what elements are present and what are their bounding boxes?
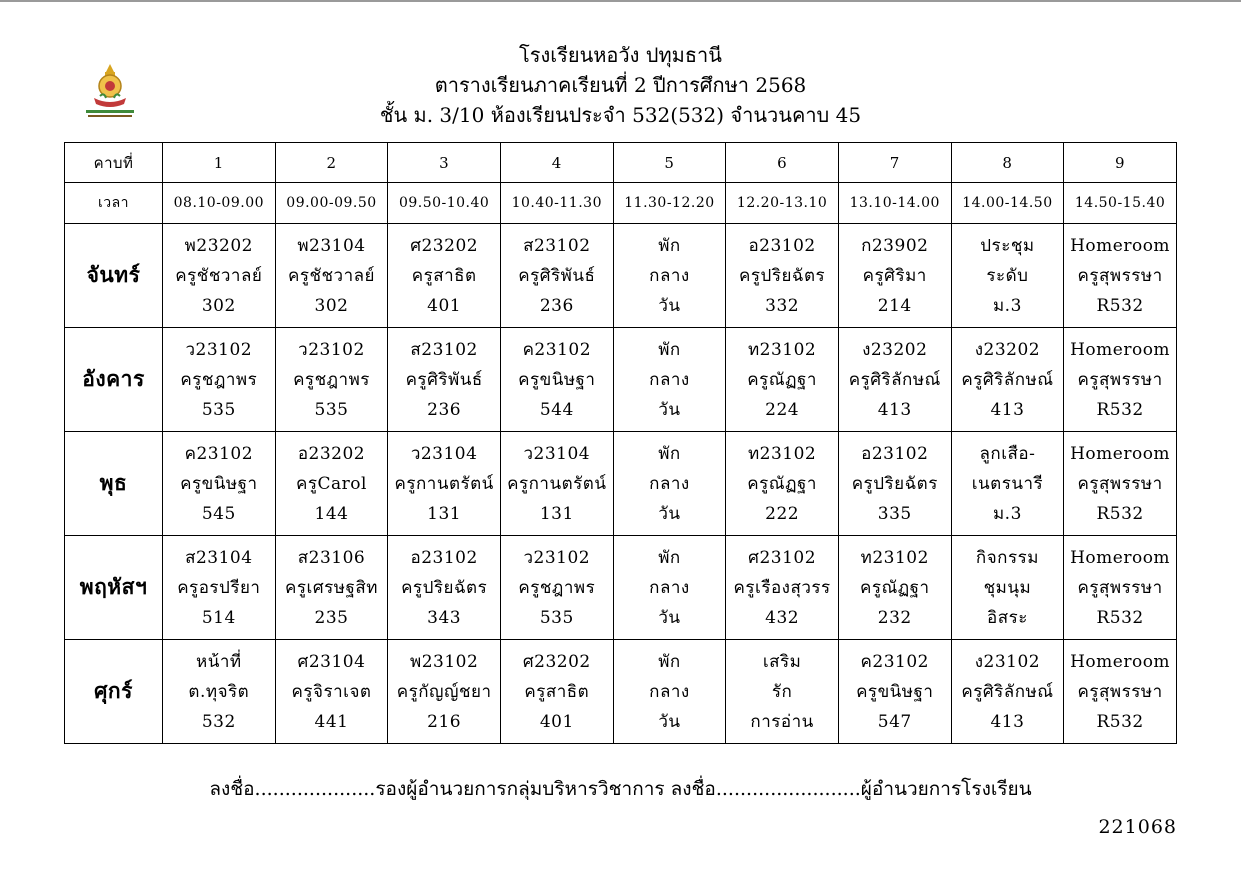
time-slot: 10.40-11.30 <box>500 183 613 224</box>
schedule-cell <box>500 328 613 432</box>
cell-line: 413 <box>877 399 912 420</box>
cell-line: ส23102 <box>410 339 478 360</box>
cell-line: 535 <box>314 399 349 420</box>
schedule-cell <box>726 536 839 640</box>
schedule-cell <box>163 640 276 744</box>
cell-line: กลาง <box>649 369 690 390</box>
period-number: 5 <box>613 143 726 183</box>
schedule-cell <box>275 328 388 432</box>
schedule-cell <box>1064 328 1177 432</box>
schedule-cell <box>613 432 726 536</box>
school-name: โรงเรียนหอวัง ปทุมธานี <box>519 43 722 67</box>
cell-line: ครูปริยฉัตร <box>739 265 826 286</box>
time-slot: 11.30-12.20 <box>613 183 726 224</box>
day-name: พุธ <box>65 432 163 536</box>
cell-line: 214 <box>877 295 912 316</box>
time-slot: 14.50-15.40 <box>1064 183 1177 224</box>
cell-line: พ23104 <box>297 235 366 256</box>
schedule-cell <box>500 224 613 328</box>
cell-line: พัก <box>658 651 681 672</box>
cell-line: อิสระ <box>986 607 1028 628</box>
schedule-cell <box>838 536 951 640</box>
time-slot: 08.10-09.00 <box>163 183 276 224</box>
cell-line: กลาง <box>649 577 690 598</box>
cell-line: ครูขนิษฐา <box>180 473 258 494</box>
cell-line: ว23102 <box>523 547 591 568</box>
cell-line: พ23202 <box>184 235 253 256</box>
cell-line: พ23102 <box>409 651 479 672</box>
cell-line: ครูสุพรรษา <box>1077 681 1163 702</box>
day-row <box>65 328 1177 432</box>
cell-line: 131 <box>427 503 462 524</box>
cell-line: 432 <box>765 607 800 628</box>
cell-line: R532 <box>1096 607 1144 628</box>
day-name: อังคาร <box>65 328 163 432</box>
cell-line: 224 <box>765 399 800 420</box>
cell-line: พัก <box>658 443 681 464</box>
cell-line: ม.3 <box>992 503 1022 524</box>
time-slot: 14.00-14.50 <box>951 183 1064 224</box>
cell-line: 335 <box>877 503 912 524</box>
cell-line: หน้าที่ <box>196 651 242 672</box>
schedule-cell <box>500 432 613 536</box>
period-header-label: คาบที่ <box>65 143 163 183</box>
schedule-cell <box>275 432 388 536</box>
cell-line: R532 <box>1096 295 1144 316</box>
cell-line: ส23104 <box>185 547 253 568</box>
cell-line: การอ่าน <box>750 711 814 732</box>
cell-line: วัน <box>658 399 681 420</box>
cell-line: ส23102 <box>523 235 591 256</box>
cell-line: กิจกรรม <box>975 547 1039 568</box>
cell-line: ค23102 <box>522 339 592 360</box>
cell-line: ง23202 <box>862 339 928 360</box>
cell-line: ครูปริยฉัตร <box>401 577 488 598</box>
time-header-label: เวลา <box>65 183 163 224</box>
cell-line: ศ23102 <box>748 547 817 568</box>
cell-line: ครูขนิษฐา <box>856 681 934 702</box>
document-code: 221068 <box>1098 816 1177 838</box>
day-row <box>65 640 1177 744</box>
cell-line: ครูชฎาพร <box>180 369 258 390</box>
top-border-line <box>0 0 1241 2</box>
cell-line: 332 <box>765 295 800 316</box>
cell-line: ท23102 <box>747 339 817 360</box>
cell-line: ครูสุพรรษา <box>1077 473 1163 494</box>
cell-line: วัน <box>658 295 681 316</box>
schedule-cell <box>1064 640 1177 744</box>
schedule-cell <box>726 328 839 432</box>
cell-line: ศ23104 <box>297 651 366 672</box>
cell-line: Homeroom <box>1070 443 1171 464</box>
schedule-cell <box>951 224 1064 328</box>
cell-line: 343 <box>427 607 462 628</box>
cell-line: 413 <box>990 711 1025 732</box>
cell-line: ครูกัญญ์ชยา <box>396 681 492 702</box>
cell-line: ง23102 <box>974 651 1041 672</box>
cell-line: 131 <box>539 503 574 524</box>
cell-line: ครูชฎาพร <box>293 369 370 390</box>
schedule-cell <box>500 536 613 640</box>
cell-line: ว23102 <box>185 339 253 360</box>
day-row <box>65 432 1177 536</box>
schedule-cell <box>275 536 388 640</box>
cell-line: ครูศิริลักษณ์ <box>848 369 941 390</box>
cell-line: ครูณัฏฐา <box>747 473 817 494</box>
cell-line: ครูCarol <box>296 473 367 494</box>
day-row <box>65 224 1177 328</box>
cell-line: 413 <box>990 399 1025 420</box>
schedule-cell <box>275 640 388 744</box>
cell-line: วัน <box>658 607 681 628</box>
cell-line: ศ23202 <box>410 235 479 256</box>
cell-line: ครูสาธิต <box>524 681 590 702</box>
document-header <box>0 40 1241 130</box>
time-slot: 12.20-13.10 <box>726 183 839 224</box>
schedule-cell <box>388 536 501 640</box>
cell-line: ว23102 <box>298 339 365 360</box>
cell-line: 532 <box>201 711 236 732</box>
cell-line: ต.ทุจริต <box>188 681 250 702</box>
period-number: 2 <box>275 143 388 183</box>
cell-line: 302 <box>201 295 236 316</box>
cell-line: อ23102 <box>861 443 929 464</box>
schedule-cell <box>951 640 1064 744</box>
cell-line: ครูสุพรรษา <box>1077 577 1163 598</box>
schedule-cell <box>951 432 1064 536</box>
cell-line: อ23102 <box>748 235 816 256</box>
schedule-cell <box>163 432 276 536</box>
cell-line: เสริม <box>762 651 802 672</box>
cell-line: 222 <box>765 503 800 524</box>
cell-line: ง23202 <box>974 339 1041 360</box>
schedule-cell <box>726 432 839 536</box>
cell-line: ครูขนิษฐา <box>518 369 596 390</box>
cell-line: R532 <box>1096 711 1144 732</box>
cell-line: กลาง <box>649 681 690 702</box>
cell-line: พัก <box>658 339 681 360</box>
schedule-cell <box>275 224 388 328</box>
cell-line: 302 <box>314 295 349 316</box>
cell-line: Homeroom <box>1070 651 1171 672</box>
cell-line: ครูกานตรัตน์ <box>394 473 494 494</box>
cell-line: อ23102 <box>410 547 478 568</box>
time-slot: 13.10-14.00 <box>838 183 951 224</box>
cell-line: ค23102 <box>860 651 929 672</box>
timetable <box>64 142 1177 744</box>
cell-line: ครูกานตรัตน์ <box>507 473 607 494</box>
cell-line: ครูสุพรรษา <box>1077 265 1163 286</box>
cell-line: ครูชัชวาลย์ <box>287 265 376 286</box>
cell-line: ว23104 <box>410 443 478 464</box>
schedule-cell <box>613 536 726 640</box>
cell-line: ค23102 <box>184 443 254 464</box>
schedule-cell <box>388 640 501 744</box>
schedule-cell <box>1064 536 1177 640</box>
cell-line: Homeroom <box>1070 235 1171 256</box>
cell-line: 514 <box>201 607 236 628</box>
cell-line: ครูศิริพันธ์ <box>405 369 483 390</box>
cell-line: ครูสุพรรษา <box>1077 369 1163 390</box>
cell-line: 401 <box>539 711 574 732</box>
cell-line: 535 <box>539 607 574 628</box>
term-title: ตารางเรียนภาคเรียนที่ 2 ปีการศึกษา 2568 <box>434 73 807 97</box>
cell-line: 547 <box>877 711 912 732</box>
period-number: 4 <box>500 143 613 183</box>
period-number: 1 <box>163 143 276 183</box>
schedule-cell <box>838 640 951 744</box>
period-number: 8 <box>951 143 1064 183</box>
schedule-cell <box>613 640 726 744</box>
cell-line: วัน <box>658 503 681 524</box>
period-number: 9 <box>1064 143 1177 183</box>
cell-line: พัก <box>658 235 681 256</box>
cell-line: ครูศิริลักษณ์ <box>961 369 1054 390</box>
cell-line: วัน <box>658 711 681 732</box>
class-info: ชั้น ม. 3/10 ห้องเรียนประจำ 532(532) จำนวนคาบ 45 <box>379 103 862 127</box>
cell-line: 545 <box>201 503 236 524</box>
cell-line: ครูอรปรียา <box>177 577 261 598</box>
cell-line: ท23102 <box>860 547 929 568</box>
cell-line: ส23106 <box>297 547 366 568</box>
day-name: ศุกร์ <box>65 640 163 744</box>
schedule-cell <box>951 536 1064 640</box>
schedule-cell <box>951 328 1064 432</box>
cell-line: กลาง <box>649 265 690 286</box>
cell-line: 232 <box>877 607 912 628</box>
time-slot: 09.50-10.40 <box>388 183 501 224</box>
day-name: พฤหัสฯ <box>65 536 163 640</box>
cell-line: R532 <box>1096 503 1144 524</box>
schedule-cell <box>1064 432 1177 536</box>
schedule-cell <box>838 224 951 328</box>
period-header-row <box>65 143 1177 183</box>
cell-line: ท23102 <box>747 443 817 464</box>
period-number: 7 <box>838 143 951 183</box>
cell-line: ประชุม <box>980 235 1035 256</box>
cell-line: ครูสาธิต <box>411 265 477 286</box>
cell-line: ม.3 <box>992 295 1022 316</box>
cell-line: ก23902 <box>861 235 929 256</box>
cell-line: ครูณัฏฐา <box>859 577 930 598</box>
cell-line: ชุมนุม <box>983 577 1032 598</box>
cell-line: ครูเศรษฐสิท <box>285 577 378 598</box>
cell-line: พัก <box>658 547 681 568</box>
cell-line: ลูกเสือ- <box>979 443 1036 464</box>
cell-line: 235 <box>314 607 349 628</box>
cell-line: อ23202 <box>297 443 366 464</box>
cell-line: 236 <box>539 295 574 316</box>
period-number: 3 <box>388 143 501 183</box>
cell-line: ครูเรืองสุวรร <box>733 577 831 598</box>
schedule-cell <box>388 432 501 536</box>
cell-line: ระดับ <box>986 265 1029 286</box>
time-row <box>65 183 1177 224</box>
schedule-cell <box>613 328 726 432</box>
cell-line: 544 <box>539 399 574 420</box>
cell-line: 441 <box>314 711 349 732</box>
cell-line: ครูชัชวาลย์ <box>175 265 263 286</box>
cell-line: 401 <box>427 295 462 316</box>
cell-line: 236 <box>427 399 462 420</box>
cell-line: เนตรนารี <box>971 473 1044 494</box>
time-slot: 09.00-09.50 <box>275 183 388 224</box>
cell-line: Homeroom <box>1070 547 1171 568</box>
cell-line: 216 <box>427 711 462 732</box>
cell-line: ครูศิริมา <box>862 265 927 286</box>
cell-line: R532 <box>1096 399 1144 420</box>
schedule-cell <box>163 536 276 640</box>
cell-line: ครูปริยฉัตร <box>851 473 938 494</box>
cell-line: ครูศิริพันธ์ <box>518 265 596 286</box>
schedule-cell <box>838 432 951 536</box>
cell-line: ครูศิริลักษณ์ <box>961 681 1054 702</box>
schedule-cell <box>726 224 839 328</box>
day-row <box>65 536 1177 640</box>
schedule-cell <box>163 328 276 432</box>
schedule-cell <box>726 640 839 744</box>
schedule-cell <box>163 224 276 328</box>
schedule-cell <box>500 640 613 744</box>
schedule-cell <box>388 224 501 328</box>
cell-line: ศ23202 <box>522 651 591 672</box>
cell-line: ครูณัฏฐา <box>747 369 817 390</box>
schedule-cell <box>388 328 501 432</box>
day-name: จันทร์ <box>65 224 163 328</box>
schedule-cell <box>838 328 951 432</box>
cell-line: ครูจิราเจต <box>291 681 372 702</box>
cell-line: ครูชฎาพร <box>518 577 596 598</box>
schedule-cell <box>613 224 726 328</box>
cell-line: ว23104 <box>523 443 591 464</box>
schedule-cell <box>1064 224 1177 328</box>
cell-line: กลาง <box>649 473 690 494</box>
signature-line: ลงชื่อ....................รองผู้อำนวยการกลุ่มบริหารวิชาการ ลงชื่อ........................ผู้อำนวยการโรงเรียน <box>209 778 1032 800</box>
cell-line: 144 <box>314 503 349 524</box>
period-number: 6 <box>726 143 839 183</box>
cell-line: รัก <box>771 681 793 702</box>
cell-line: Homeroom <box>1070 339 1171 360</box>
cell-line: 535 <box>201 399 236 420</box>
